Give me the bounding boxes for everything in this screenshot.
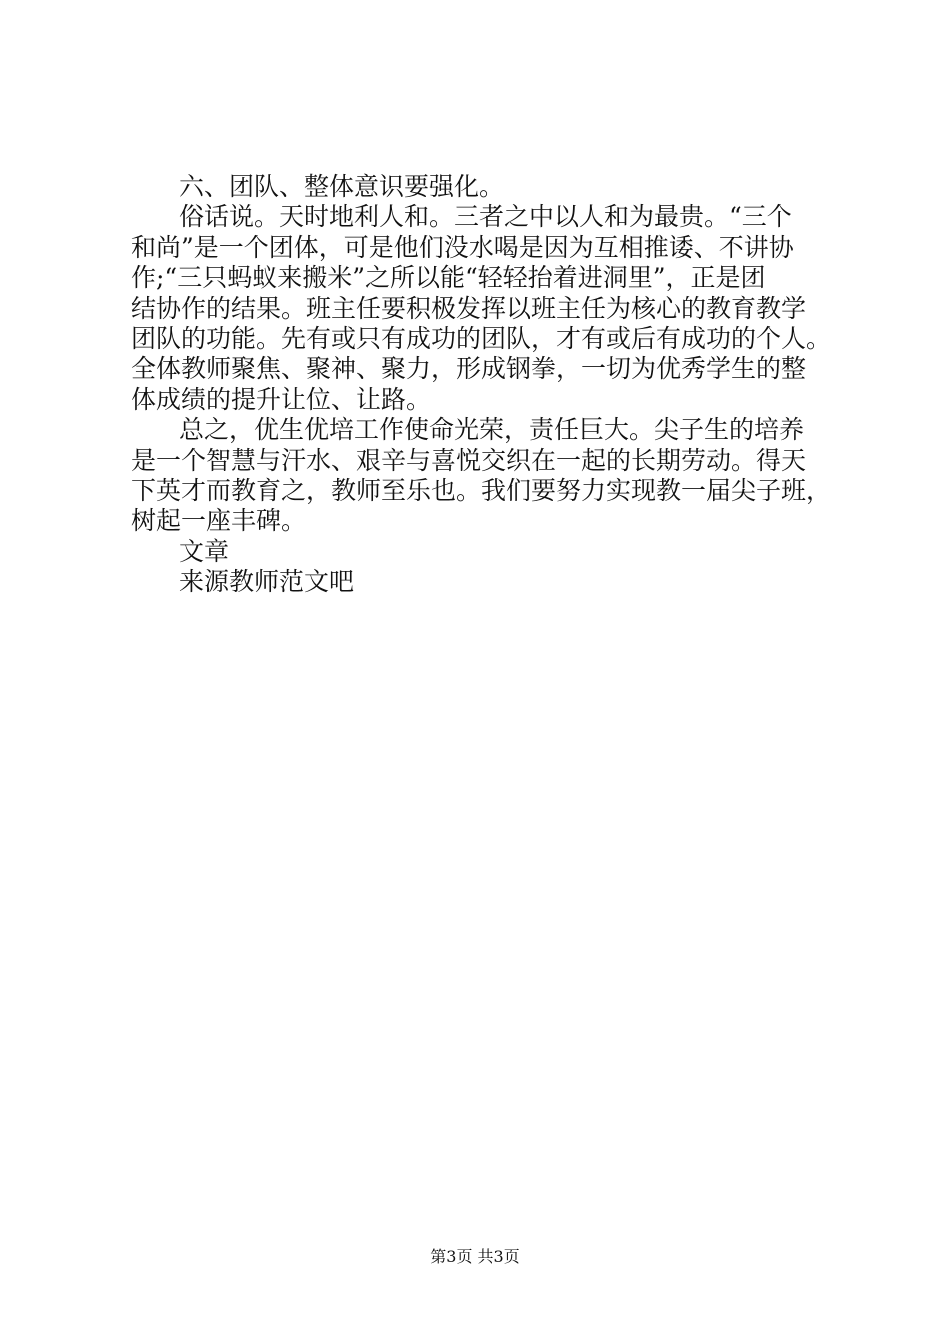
source-name: 来源教师范文吧 [179, 567, 355, 597]
page-footer: 第3页 共3页 [430, 1247, 520, 1266]
paragraph-line: 体成绩的提升让位、让路。 [131, 384, 432, 414]
paragraph-line: 全体教师聚焦、聚神、聚力，形成钢拳，一切为优秀学生的整 [131, 354, 807, 384]
paragraph-line: 俗话说。天时地利人和。三者之中以人和为最贵。“三个 [179, 202, 792, 232]
paragraph-line: 和尚”是一个团体，可是他们没水喝是因为互相推诿、不讲协 [131, 232, 794, 262]
paragraph-line: 下英才而教育之，教师至乐也。我们要努力实现教一届尖子班， [131, 475, 832, 505]
source-label: 文章 [179, 536, 230, 566]
paragraph-line: 作;“三只蚂蚁来搬米”之所以能“轻轻抬着进洞里”，正是团 [131, 263, 766, 293]
paragraph-line: 结协作的结果。班主任要积极发挥以班主任为核心的教育教学 [131, 293, 807, 323]
paragraph-line: 树起一座丰碑。 [131, 506, 307, 536]
paragraph-line: 是一个智慧与汗水、艰辛与喜悦交织在一起的长期劳动。得天 [131, 445, 807, 475]
paragraph-line: 团队的功能。先有或只有成功的团队，才有或后有成功的个人。 [131, 323, 832, 353]
section-heading: 六、团队、整体意识要强化。 [179, 172, 505, 201]
paragraph-line: 总之，优生优培工作使命光荣，责任巨大。尖子生的培养 [179, 415, 805, 445]
document-body [131, 172, 843, 597]
